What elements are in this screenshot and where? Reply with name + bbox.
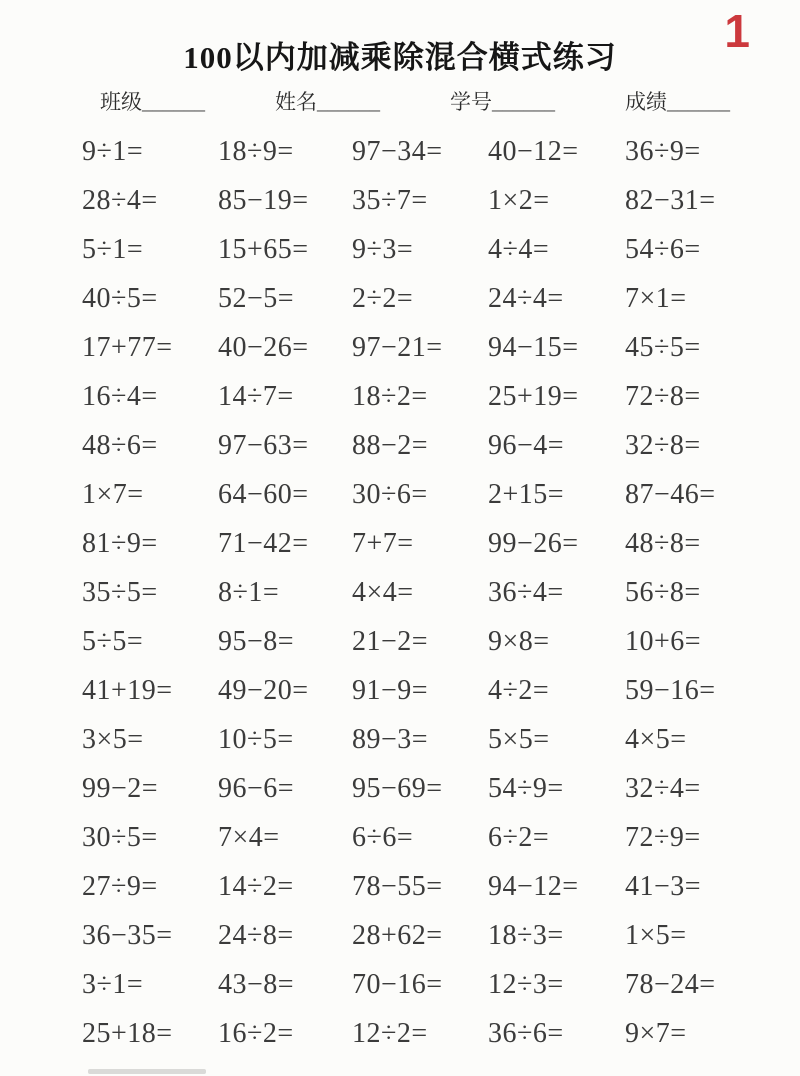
problem-cell: 54÷9= (488, 772, 564, 804)
problem-cell: 99−26= (488, 527, 579, 559)
problem-cell: 96−4= (488, 429, 565, 461)
problem-cell: 4×4= (352, 576, 414, 608)
worksheet-title: 100以内加减乘除混合横式练习 (183, 40, 617, 75)
problem-cell: 70−16= (352, 968, 443, 1000)
problem-cell: 28÷4= (82, 184, 158, 216)
problem-cell: 5÷1= (82, 233, 144, 265)
problem-cell: 27÷9= (82, 870, 158, 902)
problem-cell: 3×5= (82, 723, 144, 755)
page-number: 1 (724, 5, 750, 57)
scan-artifact (88, 1069, 206, 1074)
problem-cell: 14÷7= (218, 380, 294, 412)
problem-cell: 35÷7= (352, 184, 428, 216)
problem-cell: 30÷5= (82, 821, 158, 853)
problem-cell: 82−31= (625, 184, 716, 216)
problem-cell: 12÷3= (488, 968, 564, 1000)
problem-cell: 48÷8= (625, 527, 701, 559)
problem-cell: 52−5= (218, 282, 295, 314)
problem-cell: 36−35= (82, 919, 173, 951)
problem-cell: 95−69= (352, 772, 443, 804)
problem-cell: 72÷9= (625, 821, 701, 853)
problem-cell: 81÷9= (82, 527, 158, 559)
field-blank: ______ (142, 90, 205, 114)
problem-cell: 40÷5= (82, 282, 158, 314)
field-blank: ______ (492, 90, 555, 114)
problem-cell: 89−3= (352, 723, 429, 755)
problem-cell: 12÷2= (352, 1017, 428, 1049)
problem-cell: 78−55= (352, 870, 443, 902)
problem-cell: 96−6= (218, 772, 295, 804)
header-field-name (275, 86, 380, 116)
problem-cell: 9÷3= (352, 233, 414, 265)
problem-cell: 1×2= (488, 184, 550, 216)
problem-cell: 36÷9= (625, 135, 701, 167)
problem-cell: 3÷1= (82, 968, 144, 1000)
problem-cell: 30÷6= (352, 478, 428, 510)
problem-cell: 78−24= (625, 968, 716, 1000)
problem-cell: 95−8= (218, 625, 295, 657)
problem-cell: 4÷4= (488, 233, 550, 265)
problem-cell: 32÷8= (625, 429, 701, 461)
problem-cell: 85−19= (218, 184, 309, 216)
problem-cell: 36÷4= (488, 576, 564, 608)
problem-cell: 10÷5= (218, 723, 294, 755)
problem-cell: 5×5= (488, 723, 550, 755)
problem-cell: 16÷2= (218, 1017, 294, 1049)
problem-cell: 25+19= (488, 380, 579, 412)
problem-cell: 54÷6= (625, 233, 701, 265)
problem-cell: 18÷2= (352, 380, 428, 412)
problem-cell: 21−2= (352, 625, 429, 657)
header-field-class (100, 86, 205, 116)
problem-cell: 16÷4= (82, 380, 158, 412)
problem-cell: 7+7= (352, 527, 414, 559)
field-label: 班级 (100, 90, 142, 114)
problem-cell: 28+62= (352, 919, 443, 951)
problem-cell: 25+18= (82, 1017, 173, 1049)
field-blank: ______ (667, 90, 730, 114)
header-fields-row (100, 86, 730, 116)
problem-cell: 97−21= (352, 331, 443, 363)
problem-cell: 94−15= (488, 331, 579, 363)
problem-cell: 88−2= (352, 429, 429, 461)
problem-cell: 1×5= (625, 919, 687, 951)
problem-cell: 97−34= (352, 135, 443, 167)
header-field-student-no (450, 86, 555, 116)
problem-cell: 59−16= (625, 674, 716, 706)
problem-cell: 2÷2= (352, 282, 414, 314)
problem-cell: 41−3= (625, 870, 702, 902)
problem-cell: 2+15= (488, 478, 565, 510)
problem-cell: 6÷6= (352, 821, 414, 853)
field-blank: ______ (317, 90, 380, 114)
problem-cell: 87−46= (625, 478, 716, 510)
problem-cell: 24÷4= (488, 282, 564, 314)
problem-cell: 45÷5= (625, 331, 701, 363)
problem-cell: 36÷6= (488, 1017, 564, 1049)
problem-cell: 43−8= (218, 968, 295, 1000)
problem-cell: 56÷8= (625, 576, 701, 608)
problem-cell: 40−26= (218, 331, 309, 363)
problem-cell: 24÷8= (218, 919, 294, 951)
problem-cell: 64−60= (218, 478, 309, 510)
problem-cell: 7×4= (218, 821, 280, 853)
problem-cell: 8÷1= (218, 576, 280, 608)
header-field-score (625, 86, 730, 116)
problem-cell: 97−63= (218, 429, 309, 461)
problem-cell: 6÷2= (488, 821, 550, 853)
problem-cell: 4×5= (625, 723, 687, 755)
problem-cell: 35÷5= (82, 576, 158, 608)
problem-cell: 17+77= (82, 331, 173, 363)
problem-cell: 7×1= (625, 282, 687, 314)
problem-cell: 41+19= (82, 674, 173, 706)
problem-cell: 10+6= (625, 625, 702, 657)
problem-cell: 48÷6= (82, 429, 158, 461)
problem-cell: 40−12= (488, 135, 579, 167)
problem-cell: 72÷8= (625, 380, 701, 412)
problem-cell: 4÷2= (488, 674, 550, 706)
problem-cell: 9×8= (488, 625, 550, 657)
problem-cell: 32÷4= (625, 772, 701, 804)
problems-grid (0, 127, 800, 1058)
problem-cell: 9÷1= (82, 135, 144, 167)
field-label: 成绩 (625, 90, 667, 114)
field-label: 姓名 (275, 90, 317, 114)
problem-cell: 49−20= (218, 674, 309, 706)
problem-cell: 18÷3= (488, 919, 564, 951)
problem-cell: 71−42= (218, 527, 309, 559)
problem-cell: 99−2= (82, 772, 159, 804)
field-label: 学号 (450, 90, 492, 114)
problem-cell: 14÷2= (218, 870, 294, 902)
problem-cell: 5÷5= (82, 625, 144, 657)
problem-cell: 94−12= (488, 870, 579, 902)
problem-cell: 9×7= (625, 1017, 687, 1049)
problem-cell: 15+65= (218, 233, 309, 265)
problem-cell: 91−9= (352, 674, 429, 706)
problem-cell: 18÷9= (218, 135, 294, 167)
problem-cell: 1×7= (82, 478, 144, 510)
